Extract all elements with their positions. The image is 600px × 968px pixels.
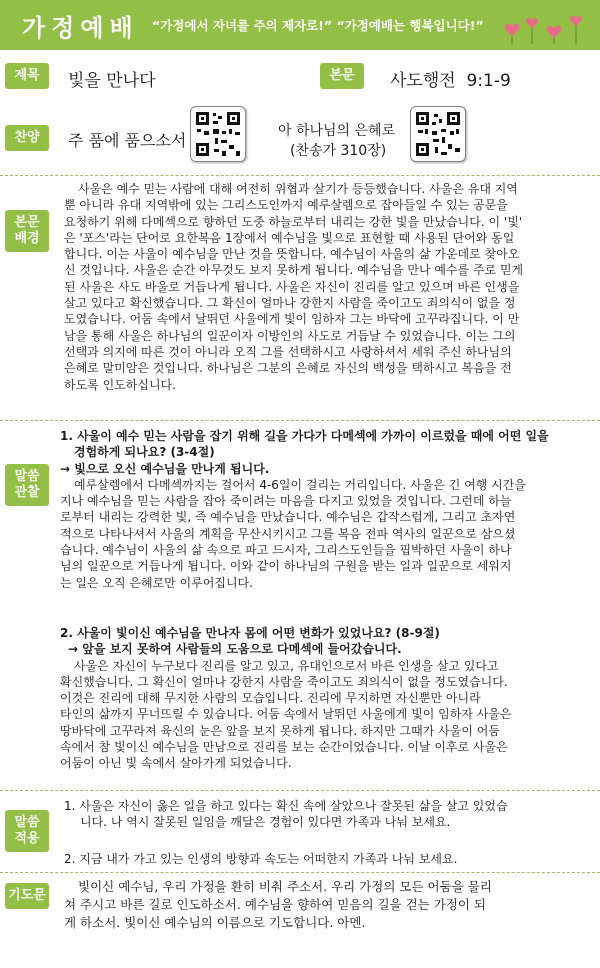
qr-code-icon[interactable] xyxy=(190,106,246,162)
background-label: 본문 배경 xyxy=(5,210,49,252)
observation-question-2: 2. 사울이 빛이신 예수님을 만나자 몸에 어떤 변화가 있었나요? (8-9절) → 앞을 보지 못하여 사람들의 도움으로 다메섹에 들어갔습니다. 사울은 자신이 누구보다 진리를 알고 있고, 유대인으로서 바른 인생을 살고 있다고 확신했습니다. 그 확신이 얼마나 강한지 사람을 죽이고도 죄의식이 없을 정도였습니다. 이것은 진리에 대해 무지한 사람의 모습입니다. 진리에 무지하면 자신뿐만 아니라 타인의 삶까지 무너뜨릴 수 있습니다. 어둠 속에서 날뛰던 사울에게 빛이 임하자 사울은 땅바닥에 고꾸라져 육신의 눈은 앞을 보지 못하게 됩니다. 하지만 그때가 사울이 어둠 속에서 참 빛이신 예수님을 만남으로 진리를 보는 순간이었습니다. 이날 이후로 사울은 어둠이 아닌 빛 속에서 살아가게 되었습니다. xyxy=(60,625,586,772)
observation-question-1: 1. 사울이 예수 믿는 사람을 잡기 위해 길을 가다가 다메섹에 가까이 이르렀을 때에 어떤 일을 경험하게 되나요? (3-4절) → 빛으로 오신 예수님을 만나게 됩니다. 예루살렘에서 다메섹까지는 걸어서 4-6일이 걸리는 거리입니다. 사울은 긴 여행 시간을 지나 예수님을 믿는 사람을 잡아 죽이려는 마음을 다지고 있었을 것입니다. 그런데 하늘 로부터 내리는 강력한 빛, 즉 예수님을 만났습니다. 예수님은 갑작스럽게, 그리고 초자연 적으로 나타나셔서 사울의 계획을 무산시키시고 그를 복음 전파 역사의 일꾼으로 삼으셨 습니다. 예수님이 사울의 삶 속으로 파고 드시자, 그리스도인들을 핍박하던 사울이 하나 님의 일꾼으로 거듭나게 됩니다. 이와 같이 하나님의 구원을 받는 일과 일꾼으로 세워지 는 일은 오직 은혜로만 이루어집니다. xyxy=(60,428,586,591)
hearts-decoration-icon xyxy=(502,8,592,44)
header-slogan: “가정에서 자녀를 주의 제자로!” “가정예배는 행복입니다!” xyxy=(152,18,484,33)
scripture-label: 본문 xyxy=(320,63,364,89)
title-label: 제목 xyxy=(5,63,49,89)
observation-label: 말씀 관찰 xyxy=(5,464,49,506)
observation-answer-1: → 빛으로 오신 예수님을 만나게 됩니다. xyxy=(60,461,270,476)
application-label: 말씀 적용 xyxy=(5,810,49,852)
hymn-number: (찬송가 310장) xyxy=(290,143,387,159)
section-divider xyxy=(0,420,600,421)
application-item-2: 2. 지금 내가 가고 있는 인생의 방향과 속도는 어떠한지 가족과 나눠 보세요. xyxy=(64,852,458,866)
section-divider xyxy=(0,790,600,791)
page-title: 가정예배 xyxy=(22,14,139,42)
prayer-text: 빛이신 예수님, 우리 가정을 환히 비춰 주소서. 우리 가정의 모든 어둠을 물리 쳐 주시고 바른 길로 인도하소서. 예수님을 향하여 믿음의 길을 걷는 가정이 되 게 하소서. 빛이신 예수님의 이름으로 기도합니다. 아멘. xyxy=(64,879,492,930)
hymn-song-2: 아 하나님의 은혜로 xyxy=(278,123,396,139)
application-item-1: 1. 사울은 자신이 옳은 일을 하고 있다는 확신 속에 살았으나 잘못된 삶을 살고 있었습 니다. 나 역시 잘못된 일임을 깨달은 경험이 있다면 가족과 나눠 보세요. xyxy=(64,799,508,830)
section-divider xyxy=(0,175,600,176)
background-text: 사울은 예수 믿는 사람에 대해 여전히 위협과 살기가 등등했습니다. 사울은 유대 지역 뿐 아니라 유대 지역밖에 있는 그리스도인까지 예루살렘으로 잡아들일 수 있는 공문을 요청하기 위해 다메섹으로 향하던 도중 하늘로부터 내리는 강한 빛을 만났습니다. 이 '빛' 은 '포스'라는 단어로 요한복음 1장에서 예수님을 빛으로 표현할 때 사용된 단어와 동일 합니다. 이는 사울이 예수님을 만난 것을 뜻합니다. 예수님이 사울의 삶 가운데로 찾아오 신 것입니다. 사울은 순간 아무것도 보지 못하게 됩니다. 예수님을 만나 예수를 주로 믿게 된 사울은 사도 바울로 거듭나게 됩니다. 사울은 자신이 진리를 알고 있으며 바른 인생을 살고 있다고 확신했습니다. 그 확신이 얼마나 강한지 사람을 죽이고도 죄의식이 없을 정 도였습니다. 어둠 속에서 날뛰던 사울에게 빛이 임하자 그는 바닥에 고꾸라집니다. 이 만 남을 통해 사울은 하나님의 일꾼이자 이방인의 사도로 거듭날 수 있었습니다. 이는 그의 선택과 의지에 따른 것이 아니라 오직 그를 선택하시고 사랑하셔서 세워 주신 하나님의 은혜로 말미암은 것입니다. 하나님은 그분의 은혜로 자신의 백성을 택하시고 복음을 전 하도록 인도하십니다. xyxy=(64,182,524,392)
sermon-title: 빛을 만나다 xyxy=(68,71,156,91)
scripture-reference: 사도행전 9:1-9 xyxy=(390,71,511,91)
hymn-song-1: 주 품에 품으소서 xyxy=(68,131,187,150)
qr-code-icon[interactable] xyxy=(410,106,466,162)
hymn-label: 찬양 xyxy=(5,125,49,151)
observation-answer-2: → 앞을 보지 못하여 사람들의 도움으로 다메섹에 들어갔습니다. xyxy=(68,642,402,657)
header-banner xyxy=(0,0,600,50)
section-divider xyxy=(0,872,600,873)
prayer-label: 기도문 xyxy=(5,883,49,909)
